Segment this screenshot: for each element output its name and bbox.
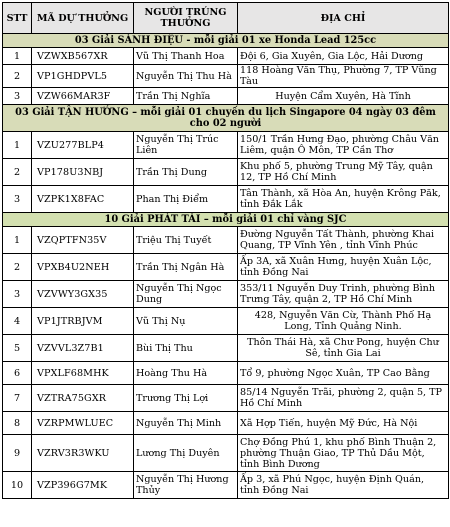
- cell-address: Ấp 3A, xã Xuân Hưng, huyện Xuân Lộc, tỉnh Đồng Nai: [238, 254, 449, 281]
- cell-address: 353/11 Nguyễn Duy Trinh, phường Bình Trưng Tây, quận 2, TP Hồ Chí Minh: [238, 281, 449, 308]
- cell-address: Huyện Cẩm Xuyên, Hà Tĩnh: [238, 88, 449, 105]
- cell-stt: 2: [3, 254, 32, 281]
- header-winner: NGƯỜI TRÚNG THƯỞNG: [134, 3, 238, 34]
- cell-code: VPXLF68MHK: [32, 362, 134, 385]
- table-row: [3, 308, 449, 335]
- cell-stt: 8: [3, 412, 32, 435]
- cell-address: Khu phố 5, phường Trung Mỹ Tây, quận 12, TP Hồ Chí Minh: [238, 159, 449, 186]
- cell-name: Lương Thị Duyên: [134, 435, 238, 472]
- cell-stt: 3: [3, 88, 32, 105]
- cell-code: VP178U3NBJ: [32, 159, 134, 186]
- cell-address: Đội 6, Gia Xuyên, Gia Lộc, Hải Dương: [238, 48, 449, 65]
- table-row: [3, 254, 449, 281]
- table-row: [3, 132, 449, 159]
- cell-stt: 9: [3, 435, 32, 472]
- cell-name: Nguyễn Thị Ngọc Dung: [134, 281, 238, 308]
- cell-address: Đường Nguyễn Tất Thành, phường Khai Quang, TP Vĩnh Yên , tỉnh Vĩnh Phúc: [238, 227, 449, 254]
- cell-address: 428, Nguyễn Văn Cừ, Thành Phố Hạ Long, Tỉnh Quảng Ninh.: [238, 308, 449, 335]
- table-row: [3, 88, 449, 105]
- cell-stt: 2: [3, 159, 32, 186]
- winners-table: [2, 2, 449, 499]
- cell-name: Bùi Thị Thu: [134, 335, 238, 362]
- cell-code: VZQPTFN35V: [32, 227, 134, 254]
- cell-name: Phan Thị Điểm: [134, 186, 238, 213]
- cell-address: 85/14 Nguyễn Trãi, phường 2, quận 5, TP Hồ Chí Minh: [238, 385, 449, 412]
- cell-name: Trần Thị Dung: [134, 159, 238, 186]
- table-row: [3, 335, 449, 362]
- cell-code: VZVWY3GX35: [32, 281, 134, 308]
- table-row: [3, 412, 449, 435]
- section-title: 03 Giải SÀNH ĐIỆU - mỗi giải 01 xe Honda Lead 125cc: [3, 34, 449, 48]
- cell-stt: 7: [3, 385, 32, 412]
- cell-name: Nguyễn Thị Minh: [134, 412, 238, 435]
- cell-stt: 10: [3, 472, 32, 499]
- table-row: [3, 48, 449, 65]
- section-title-row: [3, 34, 449, 48]
- cell-address: Ấp 3, xã Phú Ngọc, huyện Định Quán, tỉnh Đồng Nai: [238, 472, 449, 499]
- table-row: [3, 65, 449, 88]
- cell-code: VZWXB567XR: [32, 48, 134, 65]
- cell-name: Trương Thị Lợi: [134, 385, 238, 412]
- cell-name: Nguyễn Thị Hương Thủy: [134, 472, 238, 499]
- table-row: [3, 186, 449, 213]
- cell-code: VZPK1X8FAC: [32, 186, 134, 213]
- table-row: [3, 227, 449, 254]
- header-code: MÃ DỰ THƯỞNG: [32, 3, 134, 34]
- cell-name: Trần Thị Nghĩa: [134, 88, 238, 105]
- cell-code: VP1JTRBJVM: [32, 308, 134, 335]
- cell-name: Vũ Thị Nụ: [134, 308, 238, 335]
- cell-stt: 2: [3, 65, 32, 88]
- cell-address: Chợ Đồng Phú 1, khu phố Bình Thuận 2, phường Thuận Giao, TP Thủ Dầu Một, tỉnh Bình Dương: [238, 435, 449, 472]
- cell-code: VZRPMWLUEC: [32, 412, 134, 435]
- table-row: [3, 362, 449, 385]
- cell-address: Xã Hợp Tiến, huyện Mỹ Đức, Hà Nội: [238, 412, 449, 435]
- cell-name: Nguyễn Thị Thu Hà: [134, 65, 238, 88]
- section-title-row: [3, 213, 449, 227]
- cell-stt: 4: [3, 308, 32, 335]
- cell-name: Triệu Thị Tuyết: [134, 227, 238, 254]
- cell-address: Thôn Thái Hà, xã Chư Pong, huyện Chư Sê, tỉnh Gia Lai: [238, 335, 449, 362]
- cell-address: 118 Hoàng Văn Thụ, Phường 7, TP Vũng Tàu: [238, 65, 449, 88]
- section-title: 10 Giải PHÁT TÀI – mỗi giải 01 chỉ vàng SJC: [3, 213, 449, 227]
- cell-code: VZP396G7MK: [32, 472, 134, 499]
- cell-name: Nguyễn Thị Trúc Liên: [134, 132, 238, 159]
- table-row: [3, 472, 449, 499]
- cell-address: Tổ 9, phường Ngọc Xuân, TP Cao Bằng: [238, 362, 449, 385]
- cell-code: VZW66MAR3F: [32, 88, 134, 105]
- winners-table-container: [2, 2, 448, 499]
- cell-address: Tân Thành, xã Hòa An, huyện Krông Păk, tỉnh Đắk Lắk: [238, 186, 449, 213]
- section-title: 03 Giải TẬN HƯỞNG – mỗi giải 01 chuyến du lịch Singapore 04 ngày 03 đêm cho 02 người: [3, 105, 449, 132]
- cell-code: VP1GHDPVL5: [32, 65, 134, 88]
- cell-name: Hoàng Thu Hà: [134, 362, 238, 385]
- cell-stt: 1: [3, 48, 32, 65]
- table-row: [3, 281, 449, 308]
- cell-address: 150/1 Trần Hưng Đạo, phường Châu Văn Liêm, quận Ô Môn, TP Cần Thơ: [238, 132, 449, 159]
- table-row: [3, 159, 449, 186]
- cell-stt: 6: [3, 362, 32, 385]
- cell-name: Trần Thị Ngân Hà: [134, 254, 238, 281]
- cell-stt: 5: [3, 335, 32, 362]
- table-row: [3, 385, 449, 412]
- cell-code: VZRV3R3WKU: [32, 435, 134, 472]
- cell-stt: 3: [3, 186, 32, 213]
- cell-code: VZU277BLP4: [32, 132, 134, 159]
- cell-code: VZVVL3Z7B1: [32, 335, 134, 362]
- cell-code: VZTRA75GXR: [32, 385, 134, 412]
- cell-name: Vũ Thị Thanh Hoa: [134, 48, 238, 65]
- table-row: [3, 435, 449, 472]
- cell-stt: 1: [3, 227, 32, 254]
- cell-stt: 1: [3, 132, 32, 159]
- header-stt: STT: [3, 3, 32, 34]
- cell-stt: 3: [3, 281, 32, 308]
- cell-code: VPXB4U2NEH: [32, 254, 134, 281]
- section-title-row: [3, 105, 449, 132]
- header-row: [3, 3, 449, 34]
- header-address: ĐỊA CHỈ: [238, 3, 449, 34]
